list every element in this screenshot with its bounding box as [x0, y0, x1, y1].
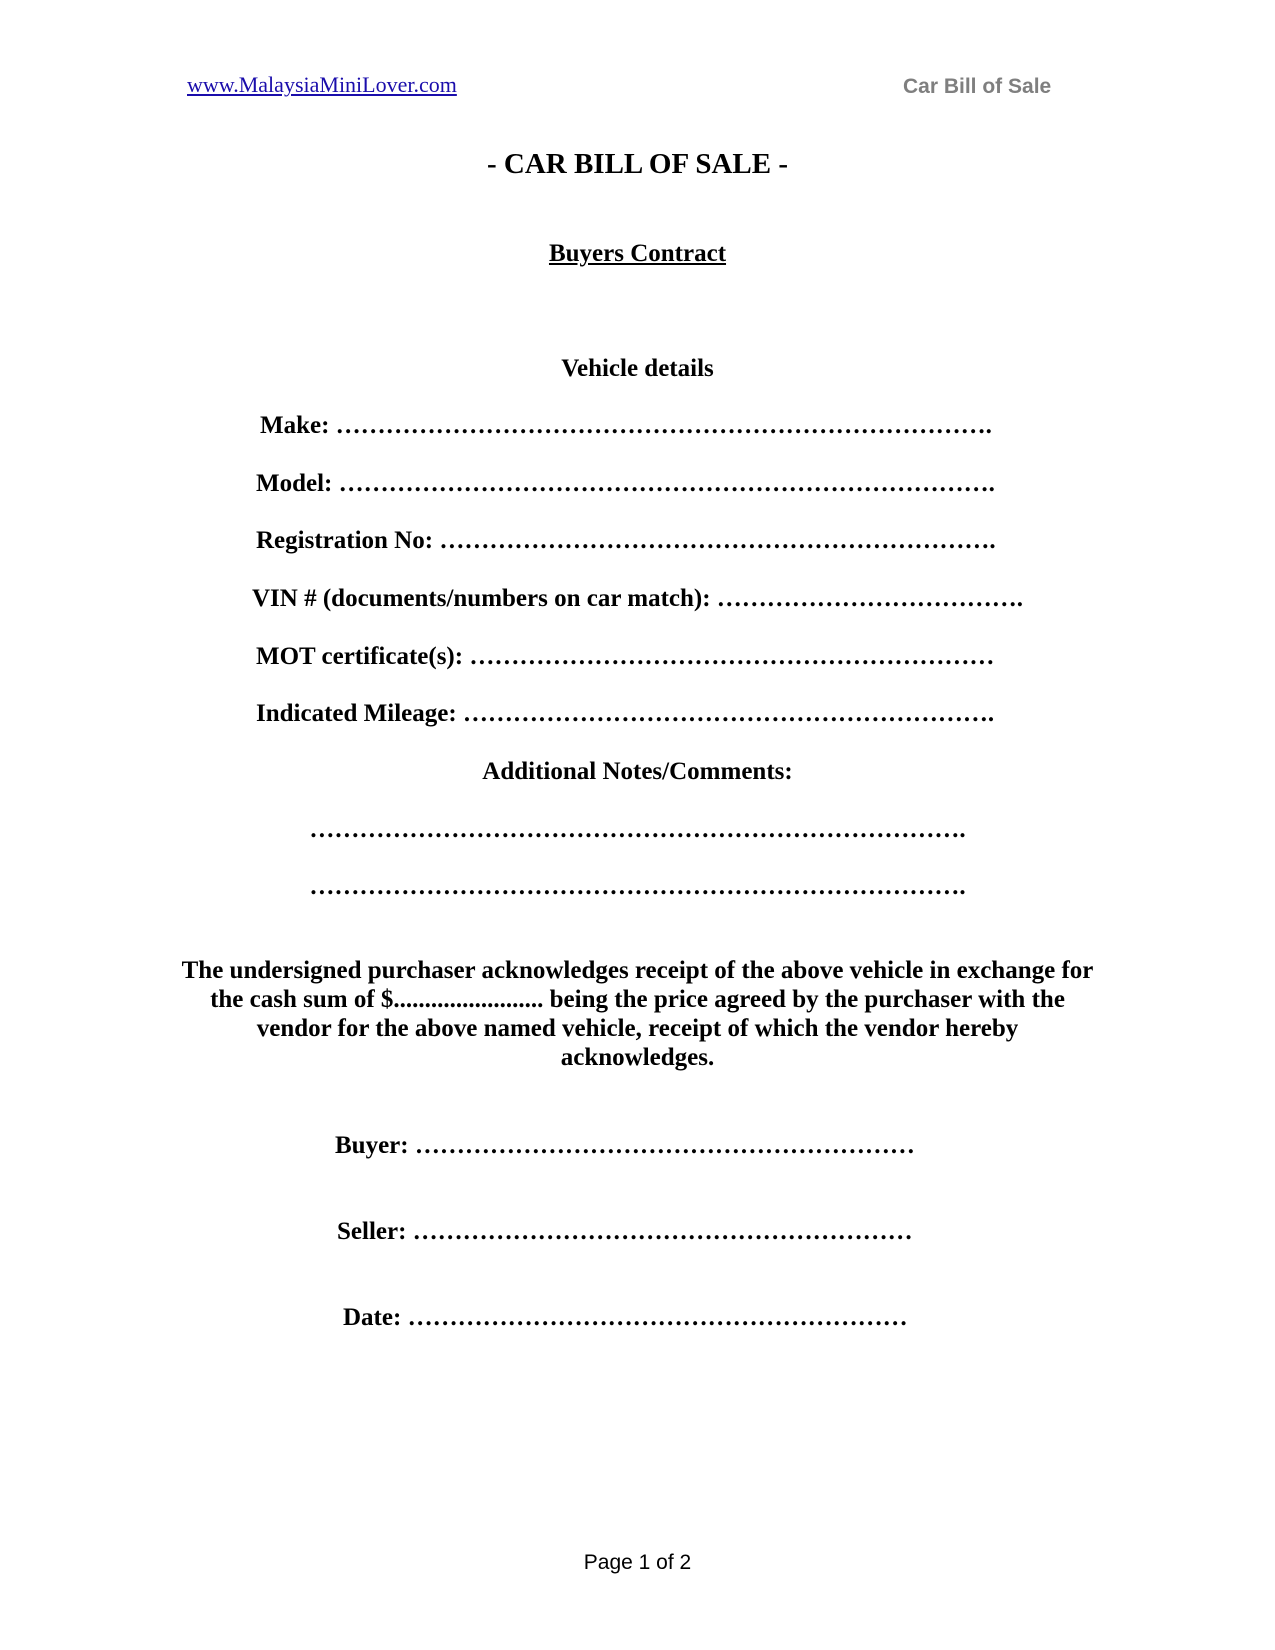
- document-title: - CAR BILL OF SALE -: [486, 148, 789, 180]
- field-label: Make:: [260, 412, 330, 439]
- signature-label: Date:: [343, 1304, 402, 1331]
- website-link[interactable]: www.MalaysiaMiniLover.com: [187, 72, 457, 97]
- signature-label: Buyer:: [335, 1132, 409, 1159]
- notes-heading: Additional Notes/Comments:: [482, 758, 793, 785]
- signature-date: [343, 1304, 908, 1332]
- field-blank: …………………………………………………………………….: [338, 470, 995, 497]
- field-label: Model:: [256, 470, 333, 497]
- field-registration: [256, 527, 996, 555]
- vehicle-details-heading: Vehicle details: [561, 355, 714, 382]
- acknowledgement-paragraph: The undersigned purchaser acknowledges receipt of the above vehicle in exchange for the cash sum of $........................ being the price agreed by the purchaser with the vendor for the above named vehicle, receipt of which the vendor hereby acknowledges.: [181, 957, 1094, 1071]
- subtitle-wrap: [0, 240, 1275, 268]
- document-subtitle: Buyers Contract: [548, 240, 727, 267]
- field-blank: ………………………………………………………: [469, 643, 995, 670]
- field-blank: …………………………………………………………………….: [335, 412, 992, 439]
- field-make: [260, 412, 992, 440]
- field-label: MOT certificate(s):: [256, 643, 464, 670]
- field-blank: ……………………………….: [716, 585, 1024, 612]
- field-blank: ………………………………………………………….: [439, 527, 996, 554]
- field-mileage: [256, 700, 994, 728]
- notes-line: …………………………………………………………………….: [309, 873, 966, 900]
- header-doc-label: Car Bill of Sale: [903, 75, 1052, 98]
- signature-blank: ……………………………………………………: [414, 1132, 915, 1159]
- signature-blank: ……………………………………………………: [412, 1218, 913, 1245]
- signature-blank: ……………………………………………………: [407, 1304, 908, 1331]
- signature-seller: [337, 1218, 913, 1246]
- notes-line: …………………………………………………………………….: [309, 816, 966, 843]
- signature-label: Seller:: [337, 1218, 407, 1245]
- field-model: [256, 470, 995, 498]
- field-vin: [252, 585, 1023, 613]
- field-label: Registration No:: [256, 527, 434, 554]
- signature-buyer: [335, 1132, 915, 1160]
- field-label: Indicated Mileage:: [256, 700, 457, 727]
- field-label: VIN # (documents/numbers on car match):: [252, 585, 711, 612]
- page-number: Page 1 of 2: [583, 1551, 692, 1574]
- field-blank: ……………………………………………………….: [462, 700, 995, 727]
- field-mot: [256, 643, 994, 671]
